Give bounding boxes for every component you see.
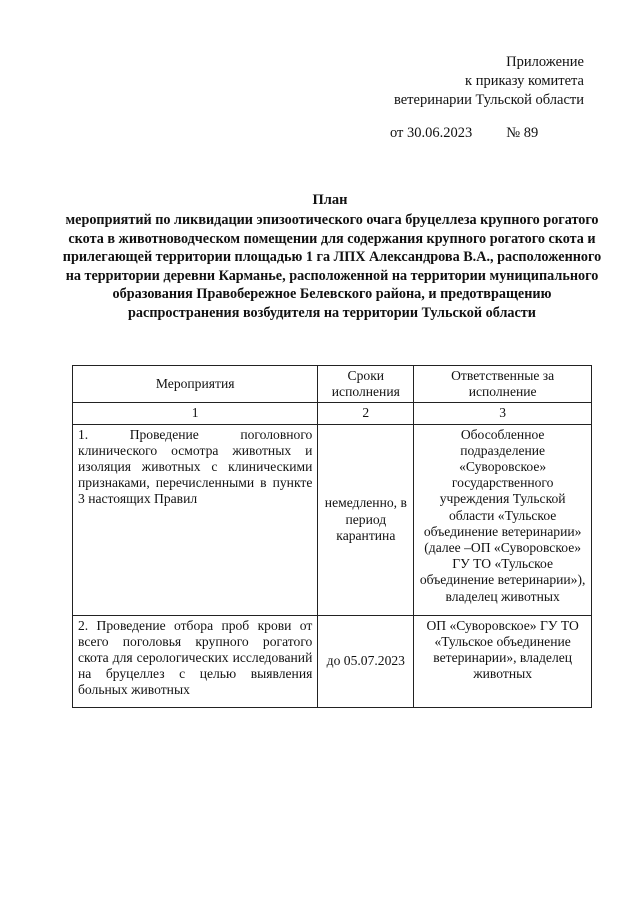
table-row	[73, 424, 592, 615]
appendix-line-3: ветеринарии Тульской области	[393, 92, 584, 108]
table-header-row	[73, 366, 592, 403]
term-cell: немедленно, в период карантина	[318, 424, 414, 615]
column-header-responsible: Ответственные за исполнение	[414, 366, 592, 403]
order-number: № 89	[506, 125, 539, 141]
appendix-line-1: Приложение	[506, 54, 584, 70]
column-header-measures: Мероприятия	[73, 366, 318, 403]
page-title: План	[312, 192, 348, 208]
column-header-terms: Сроки исполнения	[318, 366, 414, 403]
appendix-block	[324, 53, 584, 110]
page-subtitle: мероприятий по ликвидации эпизоотического очага бруцеллеза крупного рогатого скота в животноводческом помещении для содержания крупного рогатого скота и прилегающей территории площадью 1 га ЛПХ Александрова В.А., расположенного на территории деревни Карманье, расположенной на территории муниципального образования Правобережное Белевского района, и предотвращению распространения возбудителя на территории Тульской области	[62, 212, 602, 321]
responsible-cell: Обособленное подразделение «Суворовское» государственного учреждения Тульской области «Тульское объединение ветеринарии» (далее –ОП «Суворовское» ГУ ТО «Тульское объединение ветеринарии»), владелец животных	[414, 424, 592, 615]
table-index-row	[73, 403, 592, 424]
measures-table	[72, 365, 592, 708]
responsible-cell: ОП «Суворовское» ГУ ТО «Тульское объединение ветеринарии», владелец животных	[414, 615, 592, 707]
measure-cell: 2. Проведение отбора проб крови от всего поголовья крупного рогатого скота для серологических исследований на бруцеллез с целью выявления больных животных	[73, 615, 318, 707]
table-row	[73, 615, 592, 707]
term-cell: до 05.07.2023	[318, 615, 414, 707]
appendix-line-2: к приказу комитета	[465, 73, 584, 89]
column-index: 1	[73, 403, 318, 424]
order-date: от 30.06.2023	[390, 125, 473, 141]
column-index: 3	[414, 403, 592, 424]
order-line	[390, 125, 538, 142]
column-index: 2	[318, 403, 414, 424]
measure-cell: 1. Проведение поголовного клинического осмотра животных и изоляция животных с клиническими признаками, перечисленными в пункте 3 настоящих Правил	[73, 424, 318, 615]
